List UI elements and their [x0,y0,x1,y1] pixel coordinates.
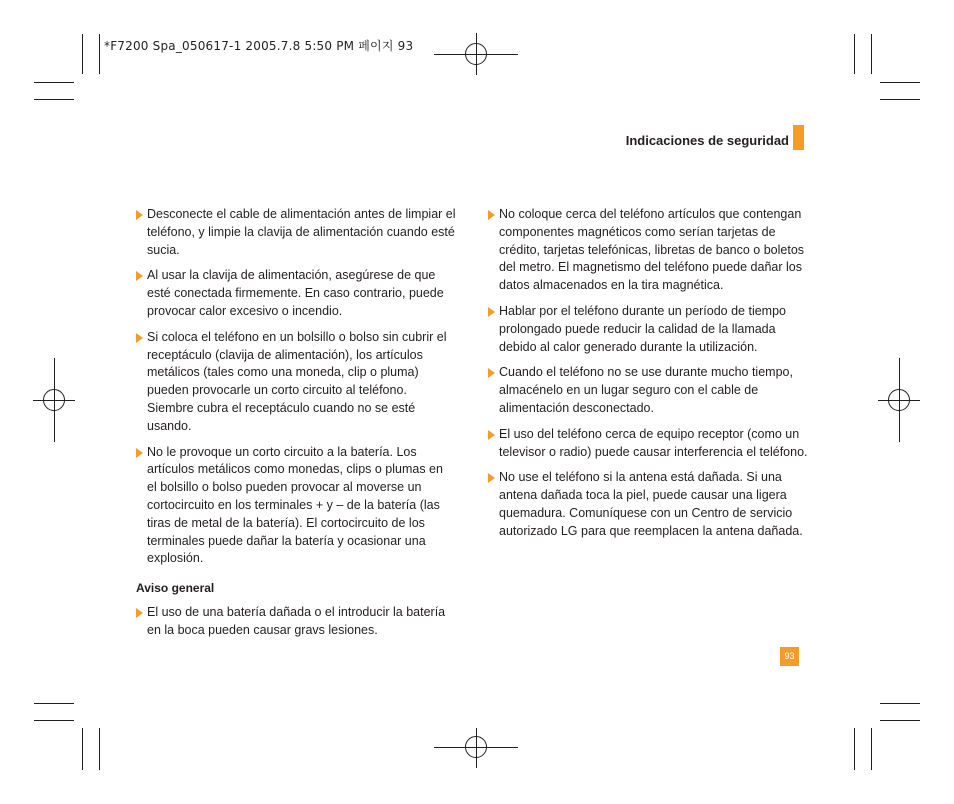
page-header-title: Indicaciones de seguridad [625,133,789,148]
list-item: Desconecte el cable de alimentación antes de limpiar el teléfono, y limpie la clavija de alimentación cuando esté sucia. [136,206,456,259]
list-item: El uso de una batería dañada o el introducir la batería en la boca pueden causar gravs lesiones. [136,604,456,640]
bullet-arrow-icon [488,210,495,220]
list-item: Si coloca el teléfono en un bolsillo o bolso sin cubrir el receptáculo (clavija de alimentación), los artículos metálicos (tales como una moneda, clip o pluma) pueden provocarle un corto circuito al teléfono. Siembre cubra el receptáculo cuando no se esté usando. [136,329,456,436]
list-item: No coloque cerca del teléfono artículos que contengan componentes magnéticos como serían tarjetas de crédito, tarjetas telefónicas, libretas de banco o boletos del metro. El magnetismo del teléfono puede dañar los datos almacenados en la tira magnética. [488,206,808,295]
bullet-arrow-icon [488,307,495,317]
list-item: Al usar la clavija de alimentación, asegúrese de que esté conectada firmemente. En caso contrario, puede provocar calor excesivo o incendio. [136,267,456,320]
bullet-arrow-icon [488,368,495,378]
bullet-arrow-icon [136,271,143,281]
print-slug: *F7200 Spa_050617-1 2005.7.8 5:50 PM 페이지 93 [104,39,414,53]
section-heading: Aviso general [136,581,215,596]
list-item: El uso del teléfono cerca de equipo receptor (como un televisor o radio) puede causar interferencia el teléfono. [488,426,808,462]
left-column [136,206,456,648]
list-item: Hablar por el teléfono durante un período de tiempo prolongado puede reducir la calidad de la llamada debido al calor generado durante la utilización. [488,303,808,356]
page-number-badge: 93 [780,647,799,666]
bullet-arrow-icon [136,448,143,458]
bullet-arrow-icon [136,608,143,618]
list-item: Cuando el teléfono no se use durante mucho tiempo, almacénelo en un lugar seguro con el cable de alimentación desconectado. [488,364,808,417]
header-accent-tab [793,125,804,150]
bullet-arrow-icon [136,210,143,220]
bullet-arrow-icon [488,473,495,483]
list-item: No use el teléfono si la antena está dañada. Si una antena dañada toca la piel, puede causar una ligera quemadura. Comuníquese con un Centro de servicio autorizado LG para que reemplacen la antena dañada. [488,469,808,540]
bullet-arrow-icon [488,430,495,440]
right-column [488,206,808,549]
list-item: No le provoque un corto circuito a la batería. Los artículos metálicos como monedas, clips o plumas en el bolsillo o bolso pueden provocar al moverse un cortocircuito en los terminales + y – de la batería (las tiras de metal de la batería). El cortocircuito de los terminales puede dañar la batería y ocasionar una explosión. [136,444,456,569]
bullet-arrow-icon [136,333,143,343]
